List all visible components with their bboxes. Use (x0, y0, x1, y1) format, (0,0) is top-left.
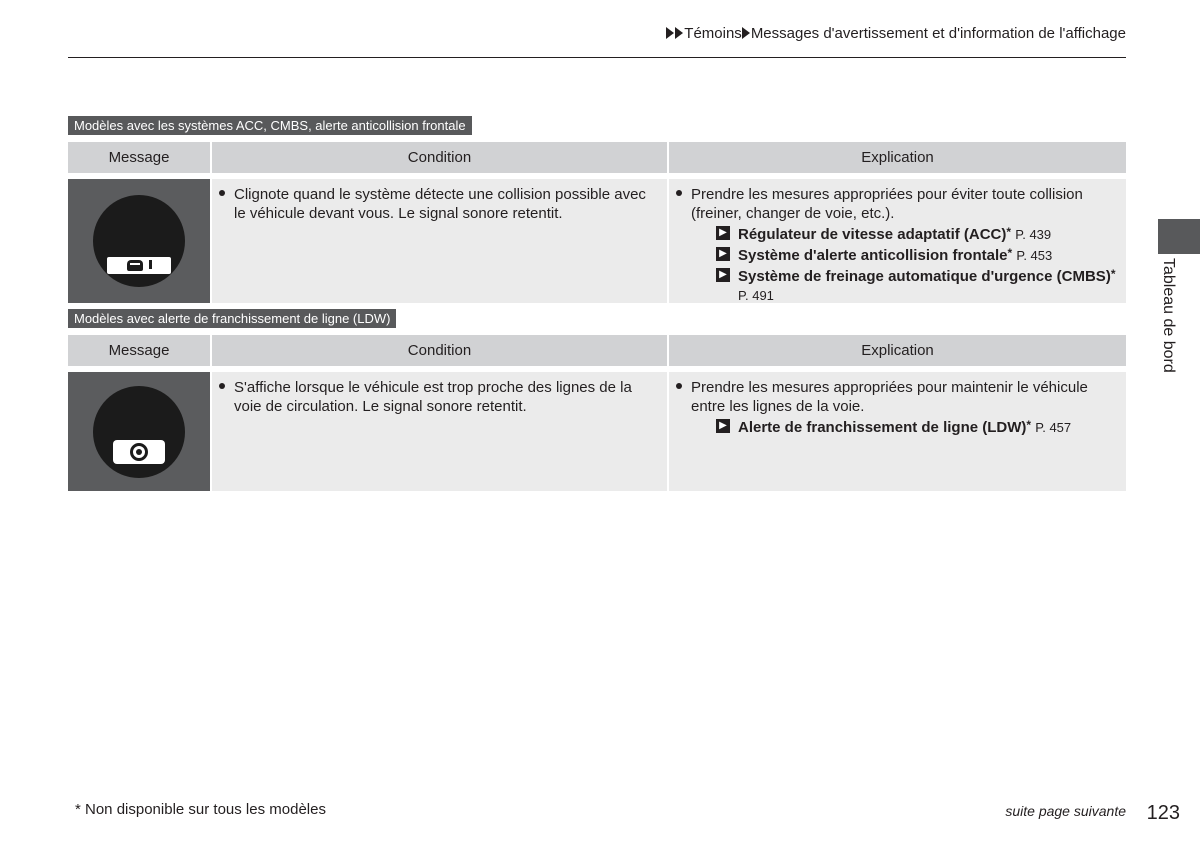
bullet-icon (674, 185, 691, 223)
reference-arrow-icon (716, 226, 730, 240)
triangle-icon (675, 27, 683, 39)
header-message: Message (68, 335, 210, 366)
header-condition: Condition (212, 142, 667, 173)
header-condition: Condition (212, 335, 667, 366)
asterisk: * (1026, 418, 1032, 432)
display-screen (93, 386, 185, 478)
exclamation-icon (149, 260, 152, 272)
reference-arrow-icon (716, 247, 730, 261)
bullet-icon (217, 185, 234, 223)
condition-text: Clignote quand le système détecte une collision possible avec le véhicule devant vous. Le signal sonore retentit. (234, 186, 646, 222)
message-cell (68, 179, 210, 303)
lane-departure-icon (113, 440, 165, 464)
reference-link[interactable] (674, 265, 1118, 305)
display-screen (93, 195, 185, 287)
triangle-icon (742, 27, 750, 39)
reference-arrow-icon (716, 419, 730, 433)
breadcrumb (666, 25, 1126, 42)
bullet-icon (674, 378, 691, 416)
page-number: 123 (1146, 802, 1180, 824)
page-ref: P. 439 (1015, 227, 1052, 242)
header-explication: Explication (669, 335, 1126, 366)
condition-cell (212, 372, 667, 491)
table-row (68, 372, 1126, 491)
bullet-icon (217, 378, 234, 416)
header-explication: Explication (669, 142, 1126, 173)
table-header (68, 142, 1126, 173)
reference-title: Système d'alerte anticollision frontale (738, 247, 1008, 264)
reference-link[interactable] (674, 244, 1118, 265)
header-message: Message (68, 142, 210, 173)
car-icon (127, 260, 143, 271)
chapter-label: Tableau de bord (1160, 258, 1177, 373)
table-row (68, 179, 1126, 303)
asterisk: * (1007, 246, 1013, 260)
explication-text: Prendre les mesures appropriées pour éviter toute collision (freiner, changer de voie, etc.). (691, 186, 1083, 222)
message-cell (68, 372, 210, 491)
breadcrumb-item-temoins[interactable]: Témoins (684, 25, 742, 42)
reference-link[interactable] (674, 223, 1118, 244)
section-label: Modèles avec alerte de franchissement de ligne (LDW) (68, 309, 396, 328)
reference-link[interactable] (674, 416, 1118, 437)
asterisk: * (1110, 267, 1116, 281)
page-ref: P. 491 (738, 288, 774, 303)
reference-arrow-icon (716, 268, 730, 282)
reference-title: Système de freinage automatique d'urgence (CMBS) (738, 268, 1111, 285)
warning-table (68, 142, 1126, 303)
explication-cell (669, 179, 1126, 303)
reference-title: Régulateur de vitesse adaptatif (ACC) (738, 226, 1007, 243)
continued-note: suite page suivante (1005, 803, 1126, 819)
triangle-icon (666, 27, 674, 39)
section-label: Modèles avec les systèmes ACC, CMBS, alerte anticollision frontale (68, 116, 472, 135)
condition-cell (212, 179, 667, 303)
steering-wheel-icon (130, 443, 148, 461)
chapter-tab[interactable] (1158, 219, 1200, 254)
page-ref: P. 453 (1016, 248, 1053, 263)
condition-text: S'affiche lorsque le véhicule est trop proche des lignes de la voie de circulation. Le signal sonore retentit. (234, 379, 632, 415)
footnote: * Non disponible sur tous les modèles (75, 801, 326, 818)
warning-table (68, 335, 1126, 491)
table-header (68, 335, 1126, 366)
breadcrumb-item-messages[interactable]: Messages d'avertissement et d'information de l'affichage (750, 25, 1126, 42)
explication-text: Prendre les mesures appropriées pour maintenir le véhicule entre les lignes de la voie. (691, 379, 1088, 415)
page-ref: P. 457 (1035, 420, 1072, 435)
collision-warning-icon (107, 257, 171, 274)
explication-cell (669, 372, 1126, 491)
asterisk: * (1006, 225, 1012, 239)
header-rule (68, 57, 1126, 58)
reference-title: Alerte de franchissement de ligne (LDW) (738, 419, 1027, 436)
